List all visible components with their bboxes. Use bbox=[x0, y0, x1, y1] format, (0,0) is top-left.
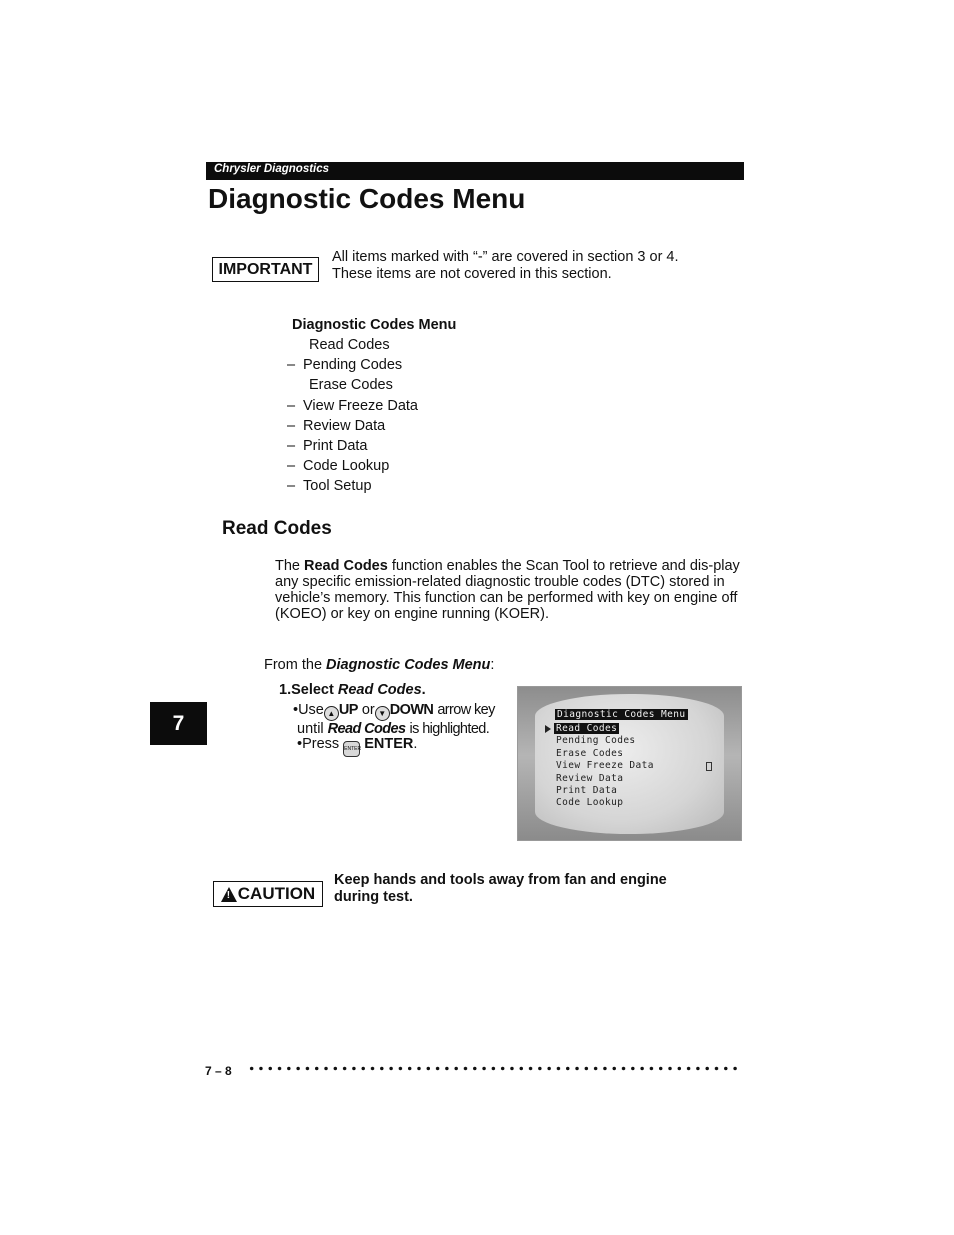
procedure-intro: From the Diagnostic Codes Menu: bbox=[264, 657, 495, 673]
screen-menu bbox=[556, 723, 654, 810]
section-header-bar bbox=[206, 162, 744, 180]
screen-menu-item: Pending Codes bbox=[556, 735, 636, 747]
scroll-indicator-icon bbox=[706, 762, 712, 771]
warning-triangle-icon: ! bbox=[221, 887, 237, 902]
menu-outline-item: – Code Lookup bbox=[287, 458, 390, 475]
menu-outline-item: Erase Codes bbox=[309, 377, 393, 394]
menu-outline-item: – Tool Setup bbox=[287, 478, 372, 495]
scan-tool-screen bbox=[517, 686, 742, 841]
procedure-step: 1.Select Read Codes. bbox=[279, 682, 426, 698]
menu-outline-item: – Review Data bbox=[287, 417, 386, 434]
screen-menu-item: Read Codes bbox=[556, 723, 618, 734]
screen-menu-item: Code Lookup bbox=[556, 797, 624, 809]
intro-paragraph: The Read Codes function enables the Scan Tool to retrieve and dis-play any specific emission-related diagnostic trouble codes (DTC) stored in vehicle’s memory. This function can be performed with key on engine off (KOEO) or key on engine running (KOER). bbox=[275, 558, 740, 622]
selection-arrow-icon bbox=[545, 725, 551, 733]
screen-menu-item: Review Data bbox=[556, 772, 624, 784]
caution-note-line: Keep hands and tools away from fan and engine bbox=[334, 872, 667, 888]
important-note bbox=[332, 249, 732, 283]
menu-outline-item: – Print Data bbox=[287, 437, 368, 454]
dot-leader bbox=[247, 1066, 739, 1071]
up-arrow-key-icon: ▲ bbox=[324, 706, 339, 721]
important-note-line: All items marked with “-” are covered in section 3 or 4. bbox=[332, 249, 679, 265]
screen-title: Diagnostic Codes Menu bbox=[557, 709, 686, 720]
caution-label: ! CAUTION bbox=[213, 881, 323, 907]
instruction-bullet: •Press ENTER ENTER. bbox=[297, 736, 417, 757]
menu-outline-item: – Pending Codes bbox=[287, 357, 403, 374]
caution-note bbox=[334, 872, 714, 906]
section-heading: Read Codes bbox=[222, 518, 332, 539]
instruction-bullet: •Use ▲ UP or ▼ DOWN arrow key until Read Codes is highlighted. bbox=[293, 702, 495, 737]
menu-outline-title: Diagnostic Codes Menu bbox=[292, 317, 457, 333]
important-note-line: These items are not covered in this section. bbox=[332, 266, 612, 282]
enter-key-icon: ENTER bbox=[343, 741, 360, 757]
chapter-tab: 7 bbox=[150, 702, 207, 745]
page-number: 7 – 8 bbox=[205, 1064, 232, 1078]
important-label: IMPORTANT bbox=[212, 257, 319, 282]
caution-note-line: during test. bbox=[334, 889, 413, 905]
section-header-label: Chrysler Diagnostics bbox=[214, 163, 330, 175]
screen-menu-item: Print Data bbox=[556, 784, 618, 796]
menu-outline-item: Read Codes bbox=[309, 337, 390, 353]
down-arrow-key-icon: ▼ bbox=[375, 706, 390, 721]
screen-menu-item: Erase Codes bbox=[556, 747, 624, 759]
menu-outline bbox=[287, 315, 456, 497]
menu-outline-item: – View Freeze Data bbox=[287, 397, 418, 414]
page-title: Diagnostic Codes Menu bbox=[208, 183, 526, 214]
screen-menu-item: View Freeze Data bbox=[556, 760, 654, 772]
